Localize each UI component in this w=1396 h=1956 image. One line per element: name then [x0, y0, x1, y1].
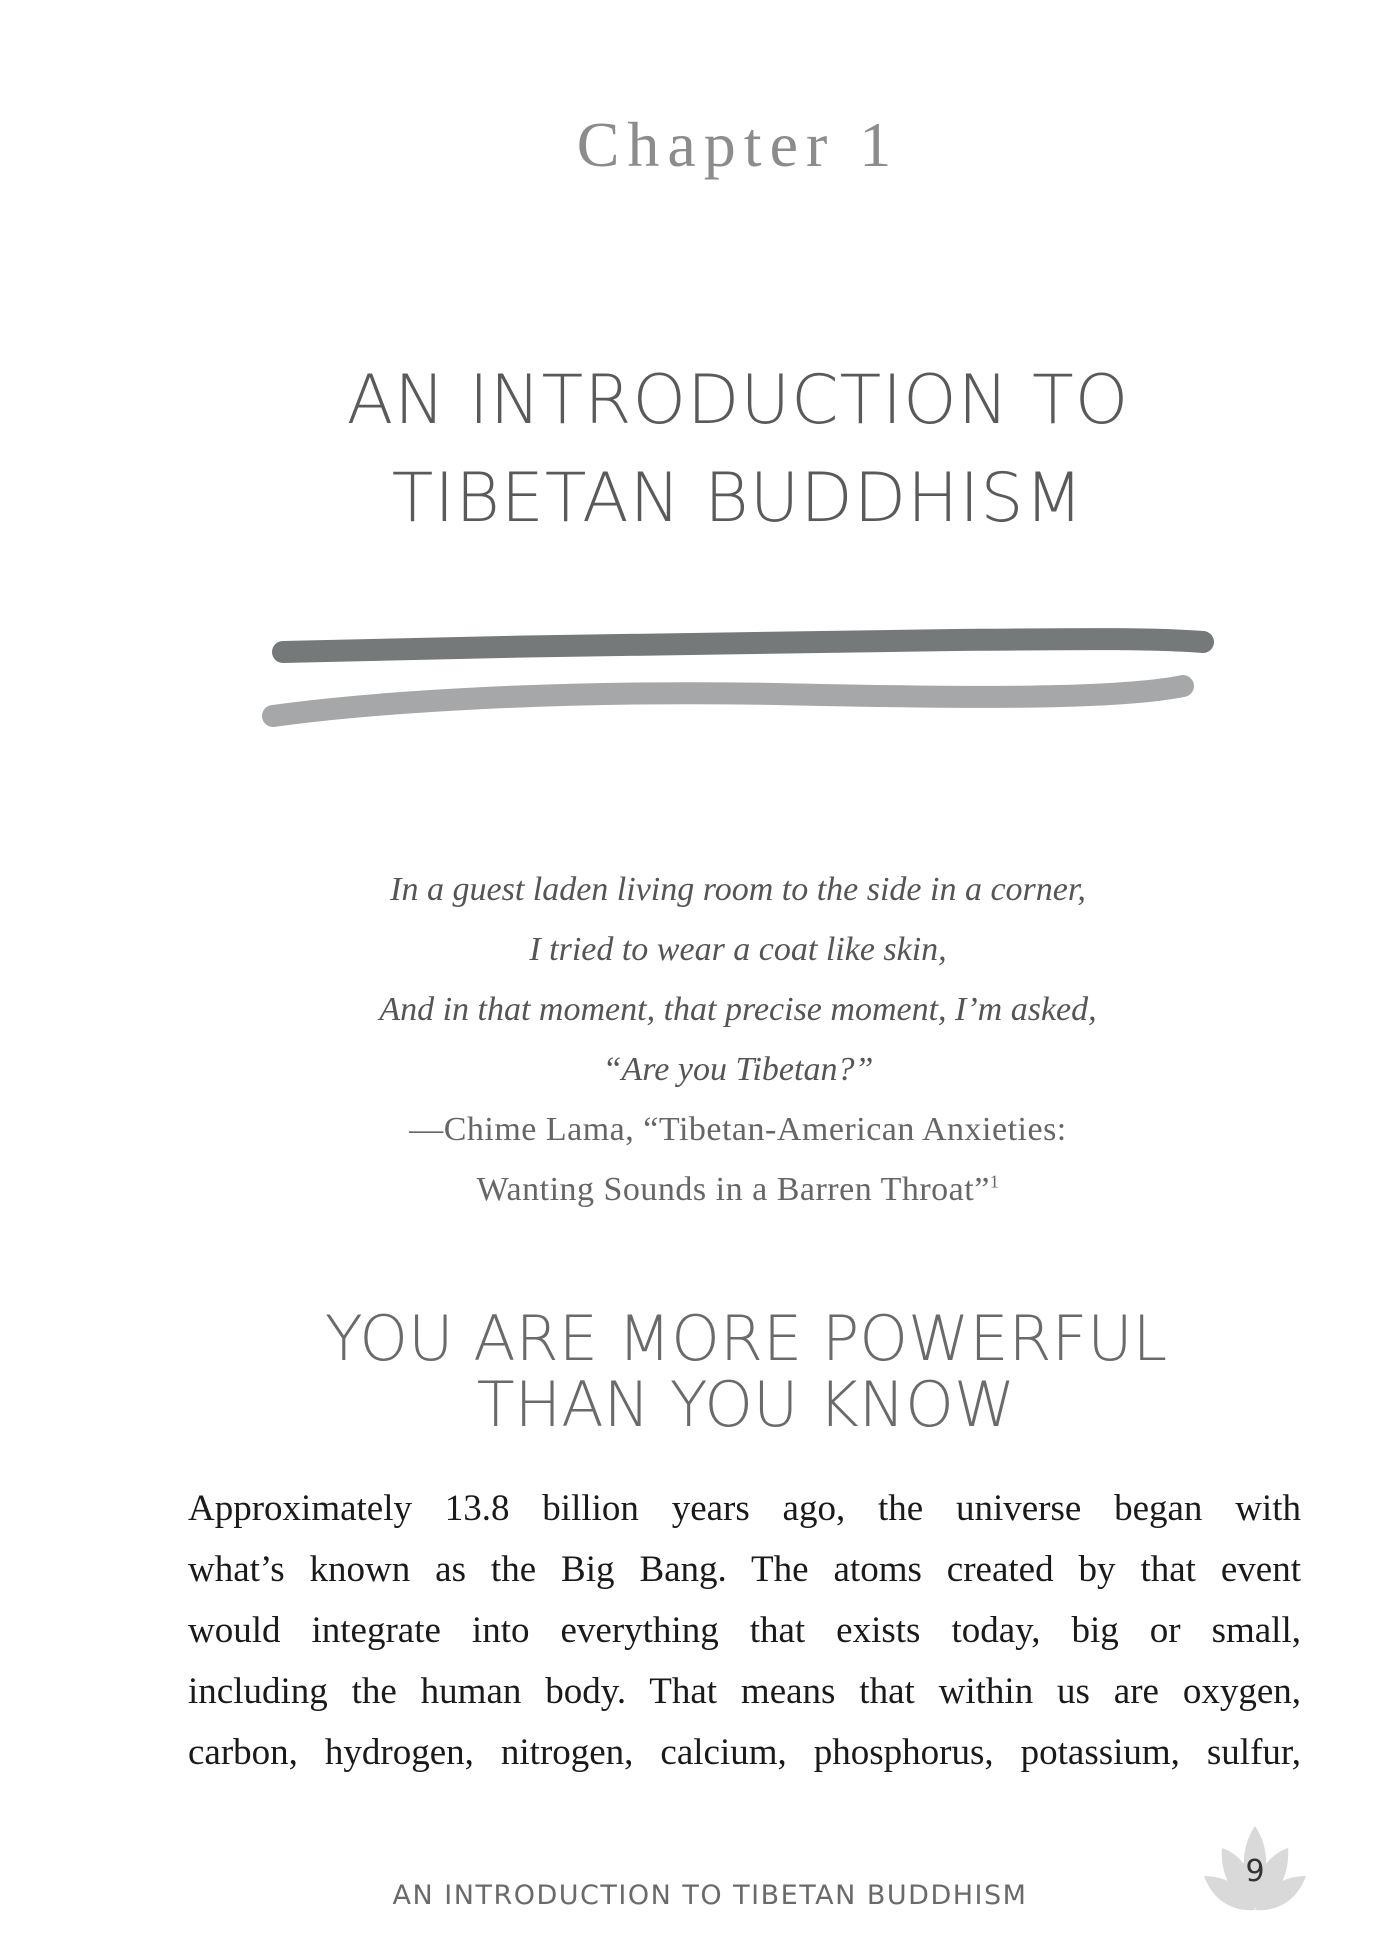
brush-stroke-dark — [283, 639, 1203, 652]
epigraph-verse-line: In a guest laden living room to the side in a corner, — [390, 871, 1086, 908]
chapter-title-line: AN INTRODUCTION TO — [346, 361, 1130, 440]
footnote-marker[interactable]: 1 — [989, 1171, 1000, 1192]
chapter-label: Chapter 1 — [576, 109, 900, 180]
section-heading-line: THAN YOU KNOW — [476, 1368, 1016, 1441]
epigraph-attribution-line: —Chime Lama, “Tibetan-American Anxieties: — [409, 1111, 1067, 1148]
section-heading — [0, 1302, 1396, 1441]
epigraph-attribution-text: Wanting Sounds in a Barren Throat” — [476, 1171, 990, 1208]
body-line: Approximately 13.8 billion years ago, the universe began with — [188, 1488, 1301, 1529]
body-line: including the human body. That means that within us are oxygen, — [188, 1671, 1301, 1712]
epigraph-attribution-line — [0, 1160, 1396, 1220]
epigraph-verse-line: I tried to wear a coat like skin, — [529, 931, 947, 968]
brush-stroke-divider — [255, 620, 1235, 740]
body-paragraph — [188, 1478, 1301, 1783]
chapter-title-line: TIBETAN BUDDHISM — [391, 459, 1085, 538]
brush-stroke-light — [273, 686, 1183, 716]
body-line: what’s known as the Big Bang. The atoms created by that event — [188, 1549, 1301, 1590]
epigraph-verse-line: And in that moment, that precise moment, I’m asked, — [379, 991, 1097, 1028]
chapter-title — [0, 352, 1396, 548]
body-line: would integrate into everything that exists today, big or small, — [188, 1610, 1301, 1651]
running-footer-title: AN INTRODUCTION TO TIBETAN BUDDHISM — [392, 1880, 1028, 1911]
epigraph-verse-line: “Are you Tibetan?” — [602, 1051, 874, 1088]
page-number: 9 — [1245, 1854, 1265, 1889]
body-line: carbon, hydrogen, nitrogen, calcium, phosphorus, potassium, sulfur, — [188, 1732, 1301, 1773]
section-heading-line: YOU ARE MORE POWERFUL — [324, 1302, 1168, 1375]
page-number-badge — [1200, 1818, 1310, 1928]
epigraph — [0, 860, 1396, 1220]
